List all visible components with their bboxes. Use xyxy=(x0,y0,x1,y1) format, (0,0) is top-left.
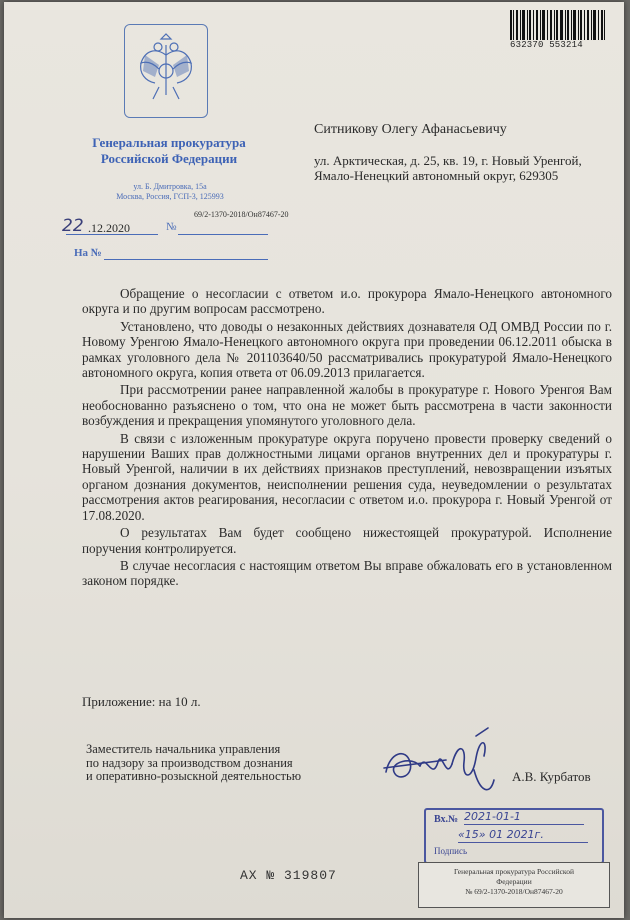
reference-number: 69/2-1370-2018/Он87467-20 xyxy=(194,210,289,219)
org-title xyxy=(64,135,274,167)
attachment-note: Приложение: на 10 л. xyxy=(82,694,201,709)
signatory-title-line1: Заместитель начальника управления xyxy=(86,742,281,756)
number-label: № xyxy=(166,221,177,233)
stamp-in-date: «15» 01 2021г. xyxy=(458,828,588,843)
signatory-title-line2: по надзору за производством дознания xyxy=(86,755,293,770)
recipient-address: ул. Арктическая, д. 25, кв. 19, г. Новый Уренгой, Ямало-Ненецкий автономный округ, 629305 xyxy=(314,153,582,183)
emblem-frame xyxy=(124,24,208,118)
reply-underline xyxy=(104,259,268,260)
barcode-number: 632370 553214 xyxy=(510,40,610,50)
body-paragraph: Установлено, что доводы о незаконных действиях дознавателя ОД ОМВД России по г. Новому Уренгою Ямало-Ненецкого автономного округа при проведении 06.12.2011 обыска в рамках уголовного дела № 201103640/50 рассматривались прокуратурой Ямало-Ненецкого автономного округа, копия ответа от 06.09.2013 прилагается. xyxy=(82,318,612,381)
registration-line1: Генеральная прокуратура Российской xyxy=(454,867,574,876)
org-address-line2: Москва, Россия, ГСП-3, 125993 xyxy=(116,192,224,201)
registration-box xyxy=(418,862,610,908)
signatory-title-line3: и оперативно-розыскной деятельностью xyxy=(86,769,302,783)
double-headed-eagle-icon xyxy=(125,25,207,117)
stamp-signature-label: Подпись xyxy=(434,846,468,856)
incoming-stamp xyxy=(424,808,604,864)
number-underline xyxy=(178,234,268,235)
registration-line2: Федерации xyxy=(496,877,532,886)
org-address-line1: ул. Б. Дмитровка, 15а xyxy=(133,182,207,191)
handwritten-day: 22 xyxy=(62,216,84,236)
org-name-line2: Российской Федерации xyxy=(100,151,238,166)
body-paragraph: Обращение о несогласии с ответом и.о. прокурора Ямало-Ненецкого автономного округа и по другим вопросам рассмотрено. xyxy=(82,286,612,317)
registration-line3: № 69/2-1370-2018/Он87467-20 xyxy=(465,887,563,896)
reply-to-label: На № xyxy=(74,247,102,259)
body-paragraph: О результатах Вам будет сообщено нижестоящей прокуратурой. Исполнение поручения контролируется. xyxy=(82,525,612,556)
body-paragraph: В случае несогласия с настоящим ответом Вы вправе обжаловать его в установленном законом порядке. xyxy=(82,557,612,589)
org-name-line1: Генеральная прокуратура xyxy=(92,135,246,150)
stamp-in-number: 2021-01-1 xyxy=(464,810,584,825)
stamp-in-label: Вх.№ xyxy=(434,814,459,825)
handwritten-signature xyxy=(376,722,516,802)
letter-body xyxy=(82,286,612,591)
form-serial: АХ № 319807 xyxy=(240,868,337,883)
org-address xyxy=(90,182,250,202)
body-paragraph: При рассмотрении ранее направленной жалобы в прокуратуре г. Нового Уренгоя Вам необоснованно разъяснено о том, что она не может быть рассмотрена в части законности возбуждения и прекращения упомянутого уголовного дела. xyxy=(82,382,612,429)
date-printed: .12.2020 xyxy=(88,221,130,235)
recipient-name: Ситникову Олегу Афанасьевичу xyxy=(314,122,507,137)
signatory-name: А.В. Курбатов xyxy=(512,769,591,784)
letter-page xyxy=(4,2,624,918)
signatory-title xyxy=(86,743,346,784)
body-paragraph: В связи с изложенным прокуратуре округа поручено провести проверку сведений о нарушении Ваших прав должностными лицами органов внутренних дел и прокуратуры г. Новый Уренгой, наличии в их действиях признаков преступлений, невозвращении изъятых органом дознания документов, неисполнении решения суда, неуведомлении о результатах рассмотрения актов реагирования, несогласии с ответом и.о. прокурора г. Новый Уренгой от 17.08.2020. xyxy=(82,430,612,523)
date-underline xyxy=(66,234,158,235)
